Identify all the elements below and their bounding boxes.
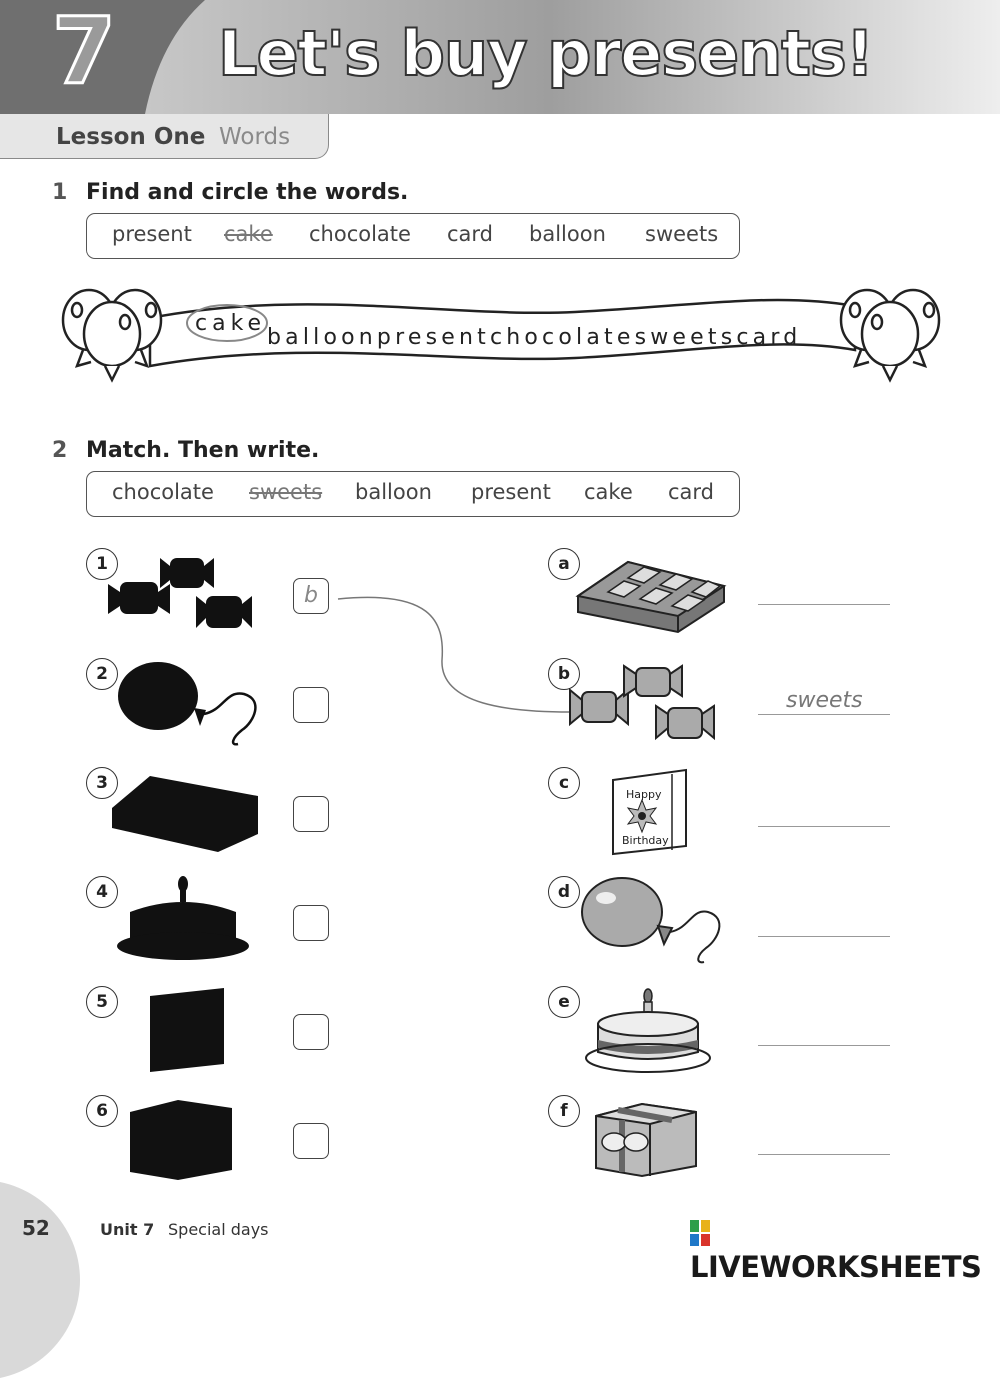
word-sweets: sweets bbox=[645, 222, 719, 246]
lesson-topic: Words bbox=[219, 124, 291, 150]
word-cake-crossed: cake bbox=[224, 222, 273, 246]
chocolate-silhouette-icon bbox=[108, 772, 264, 858]
exercise-1-instruction: Find and circle the words. bbox=[86, 180, 409, 205]
sweets-silhouette-icon bbox=[106, 552, 256, 638]
item-letter-d: d bbox=[548, 876, 580, 908]
word-ribbon bbox=[55, 288, 947, 384]
unit-number: 7 bbox=[52, 0, 117, 105]
word-balloon: balloon bbox=[355, 480, 432, 504]
balloon-icon bbox=[841, 290, 939, 380]
birthday-cake-icon bbox=[584, 988, 714, 1076]
exercise-1-word-box bbox=[86, 213, 740, 259]
balloon-icon bbox=[63, 290, 161, 380]
card-text-birthday: Birthday bbox=[622, 834, 669, 847]
item-letter-f: f bbox=[548, 1095, 580, 1127]
answer-box-2[interactable] bbox=[293, 687, 329, 723]
word-cake: cake bbox=[584, 480, 633, 504]
lesson-label: Lesson One bbox=[56, 124, 206, 150]
sweets-icon bbox=[566, 660, 718, 750]
write-line-f[interactable] bbox=[758, 1154, 890, 1155]
item-number-4: 4 bbox=[86, 876, 118, 908]
write-line-a[interactable] bbox=[758, 604, 890, 605]
answer-box-6[interactable] bbox=[293, 1123, 329, 1159]
item-number-5: 5 bbox=[86, 986, 118, 1018]
item-letter-e: e bbox=[548, 986, 580, 1018]
write-line-d[interactable] bbox=[758, 936, 890, 937]
word-present: present bbox=[471, 480, 551, 504]
page-number: 52 bbox=[22, 1216, 50, 1240]
exercise-2-number: 2 bbox=[52, 438, 68, 463]
item-number-3: 3 bbox=[86, 767, 118, 799]
word-card: card bbox=[447, 222, 494, 246]
liveworksheets-logo-icon bbox=[690, 1220, 710, 1246]
birthday-card-icon bbox=[610, 768, 690, 858]
footer-unit: Unit 7 bbox=[100, 1220, 155, 1239]
gift-box-icon bbox=[592, 1098, 700, 1178]
write-line-c[interactable] bbox=[758, 826, 890, 827]
puzzle-letters: balloonpresentchocolatesweetscard bbox=[267, 325, 802, 350]
balloon-silhouette-icon bbox=[114, 660, 266, 746]
item-number-1: 1 bbox=[86, 548, 118, 580]
brand-name: LIVEWORKSHEETS bbox=[690, 1250, 982, 1284]
answer-box-4[interactable] bbox=[293, 905, 329, 941]
item-letter-c: c bbox=[548, 767, 580, 799]
chocolate-bar-icon bbox=[574, 554, 728, 636]
item-letter-b: b bbox=[548, 658, 580, 690]
card-silhouette-icon bbox=[148, 986, 230, 1076]
item-letter-a: a bbox=[548, 548, 580, 580]
word-sweets-crossed: sweets bbox=[249, 480, 323, 504]
word-present: present bbox=[112, 222, 192, 246]
write-line-b[interactable] bbox=[758, 714, 890, 715]
exercise-2-word-box bbox=[86, 471, 740, 517]
page-title: Let's buy presents! bbox=[218, 17, 874, 90]
word-balloon: balloon bbox=[529, 222, 606, 246]
word-chocolate: chocolate bbox=[112, 480, 214, 504]
footer-unit-title: Special days bbox=[168, 1220, 269, 1239]
cake-silhouette-icon bbox=[116, 874, 256, 966]
answer-box-1[interactable]: b bbox=[293, 578, 329, 614]
answer-box-5[interactable] bbox=[293, 1014, 329, 1050]
page-corner bbox=[0, 1180, 80, 1380]
puzzle-circled-word: cake bbox=[195, 311, 267, 336]
card-text-happy: Happy bbox=[626, 788, 662, 801]
answer-box-3[interactable] bbox=[293, 796, 329, 832]
word-card: card bbox=[668, 480, 715, 504]
write-line-e[interactable] bbox=[758, 1045, 890, 1046]
item-number-2: 2 bbox=[86, 658, 118, 690]
word-chocolate: chocolate bbox=[309, 222, 411, 246]
brand-logo bbox=[690, 1216, 1000, 1284]
present-silhouette-icon bbox=[126, 1098, 236, 1182]
balloon-icon bbox=[580, 876, 730, 966]
exercise-2-instruction: Match. Then write. bbox=[86, 438, 320, 463]
written-answer-b[interactable]: sweets bbox=[786, 688, 863, 713]
item-number-6: 6 bbox=[86, 1095, 118, 1127]
match-line bbox=[330, 590, 590, 720]
exercise-1-number: 1 bbox=[52, 180, 68, 205]
